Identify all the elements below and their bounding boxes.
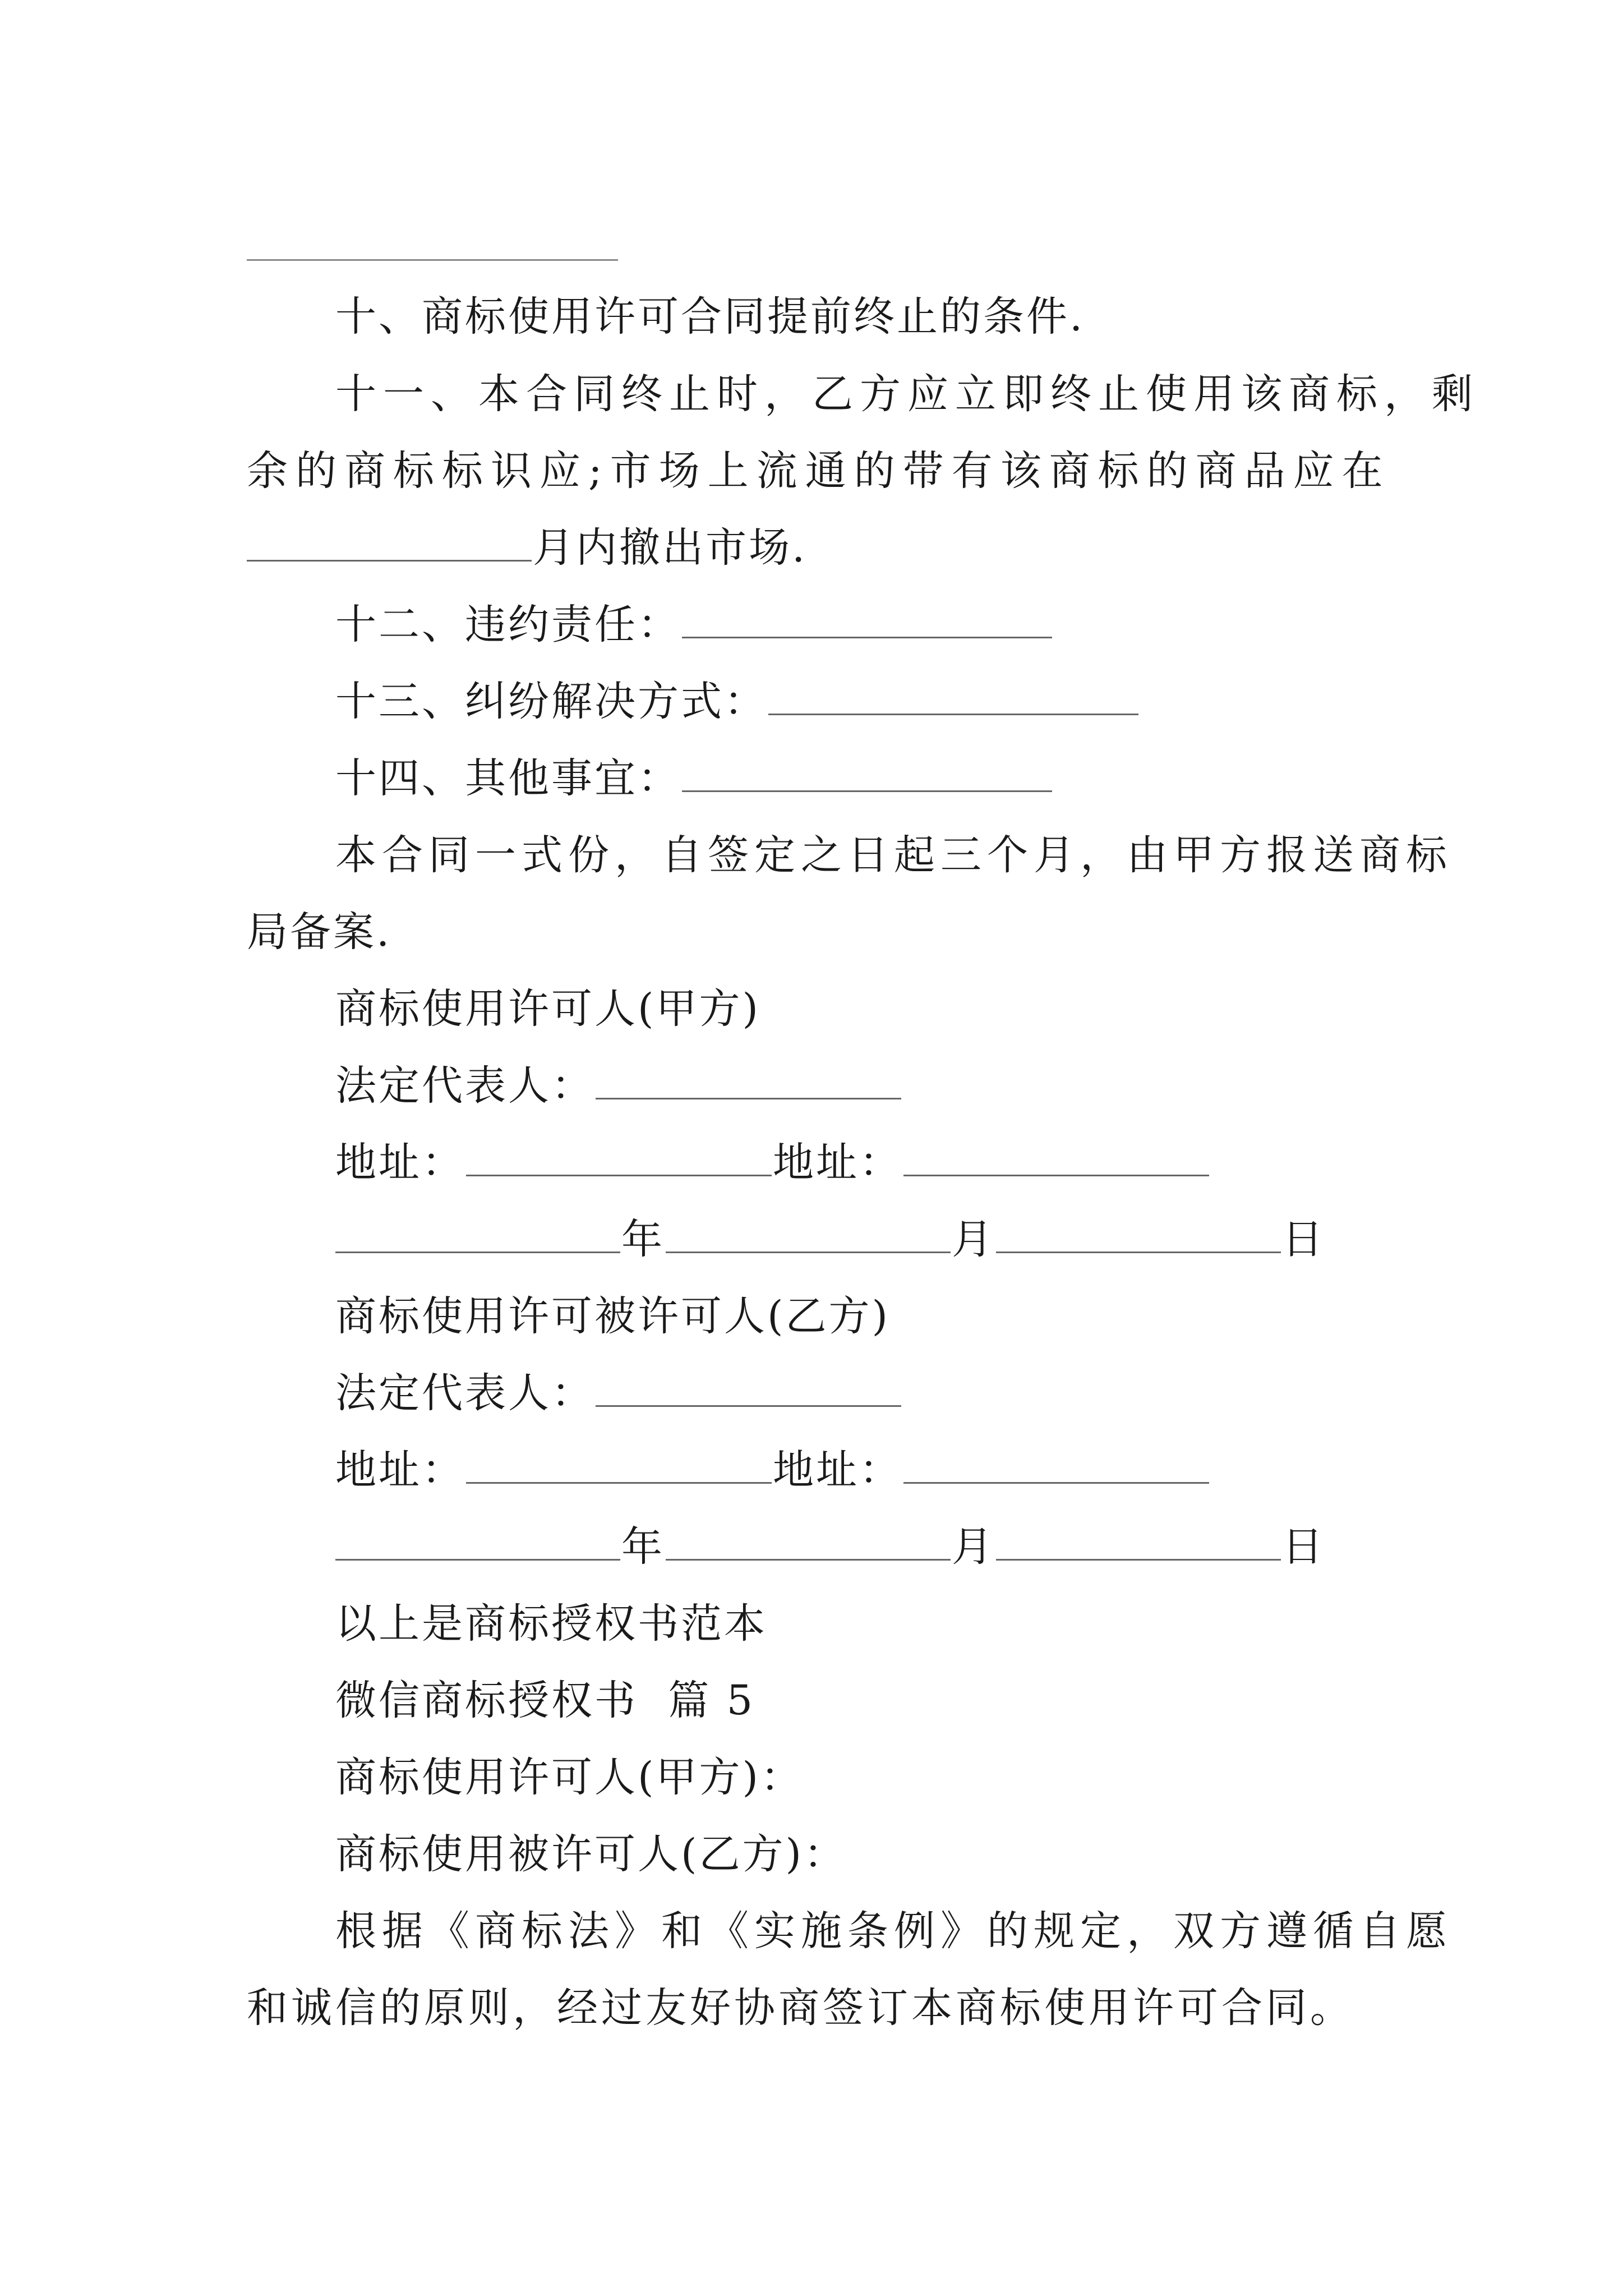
licensee-title: 商标使用许可被许可人(乙方): [335, 1292, 890, 1340]
clause-13: [335, 677, 1140, 727]
licensor-date: [335, 1214, 1325, 1265]
blank-line: [666, 1524, 951, 1561]
licensee-rep: [335, 1368, 902, 1419]
blank-line: [682, 602, 1052, 638]
licensor-date-day: 日: [1282, 1216, 1325, 1263]
licensee-date-month: 月: [952, 1523, 995, 1571]
licensor-address: [335, 1138, 1210, 1188]
blank-line: [466, 1140, 772, 1176]
blank-line: [596, 1370, 901, 1407]
licensee-address-label-2: 地址：: [773, 1446, 902, 1494]
basis-line-2: 和诚信的原则，经过友好协商签订本商标使用许可合同。: [247, 1984, 1354, 2032]
licensor-title: 商标使用许可人(甲方): [335, 985, 760, 1033]
licensee-date-day: 日: [1282, 1523, 1325, 1571]
clause-11-text-3: 月内撤出市场.: [533, 524, 808, 572]
party-a-line: 商标使用许可人(甲方)：: [335, 1754, 804, 1801]
clause-14: [335, 753, 1053, 804]
licensor-address-label-1: 地址：: [335, 1139, 465, 1186]
licensor-address-label-2: 地址：: [773, 1139, 902, 1186]
licensee-rep-label: 法定代表人：: [335, 1369, 594, 1417]
basis-line-1: 根据《商标法》和《实施条例》的规定，双方遵循自愿: [335, 1907, 1453, 1955]
clause-11-line-1: [335, 369, 1479, 420]
clause-12-label: 十二、违约责任：: [335, 601, 681, 648]
copies-line-2: 局备案.: [247, 908, 392, 956]
clause-11-text-1: 十一、本合同终止时，乙方应立即终止使用该商标，剩: [335, 370, 1479, 418]
blank-line: [903, 1140, 1209, 1176]
blank-line: [335, 1524, 620, 1561]
blank-line: [596, 1063, 901, 1099]
licensor-rep-label: 法定代表人：: [335, 1062, 594, 1110]
blank-line: [996, 1524, 1281, 1561]
blank-line: [768, 679, 1138, 715]
section-title: 微信商标授权书 篇 5: [335, 1677, 755, 1724]
licensee-address-label-1: 地址：: [335, 1446, 465, 1494]
party-b-line: 商标使用被许可人(乙方)：: [335, 1830, 847, 1878]
blank-line: [666, 1217, 951, 1253]
blank-line: [247, 259, 618, 261]
licensee-address: [335, 1445, 1210, 1496]
blank-line: [903, 1447, 1209, 1484]
licensor-date-year: 年: [621, 1216, 665, 1263]
blank-line: [996, 1217, 1281, 1253]
clause-10: 十、商标使用许可合同提前终止的条件.: [335, 293, 1085, 341]
clause-12: [335, 600, 1053, 650]
copies-line-1: 本合同一式份，自签定之日起三个月，由甲方报送商标: [335, 831, 1453, 879]
licensee-date-year: 年: [621, 1523, 665, 1571]
licensor-date-month: 月: [952, 1216, 995, 1263]
blank-line: [682, 756, 1052, 792]
licensee-date: [335, 1522, 1325, 1572]
licensor-rep: [335, 1061, 902, 1111]
clause-11-line-2: 余的商标标识应;市场上流通的带有该商标的商品应在: [247, 447, 1391, 495]
above-sample-text: 以上是商标授权书范本: [335, 1600, 767, 1648]
clause-14-label: 十四、其他事宜：: [335, 754, 681, 802]
blank-line: [335, 1217, 620, 1253]
clause-13-label: 十三、纠纷解决方式：: [335, 678, 767, 725]
blank-line: [466, 1447, 772, 1484]
blank-line: [247, 525, 532, 562]
clause-11-line-3: [247, 523, 807, 573]
